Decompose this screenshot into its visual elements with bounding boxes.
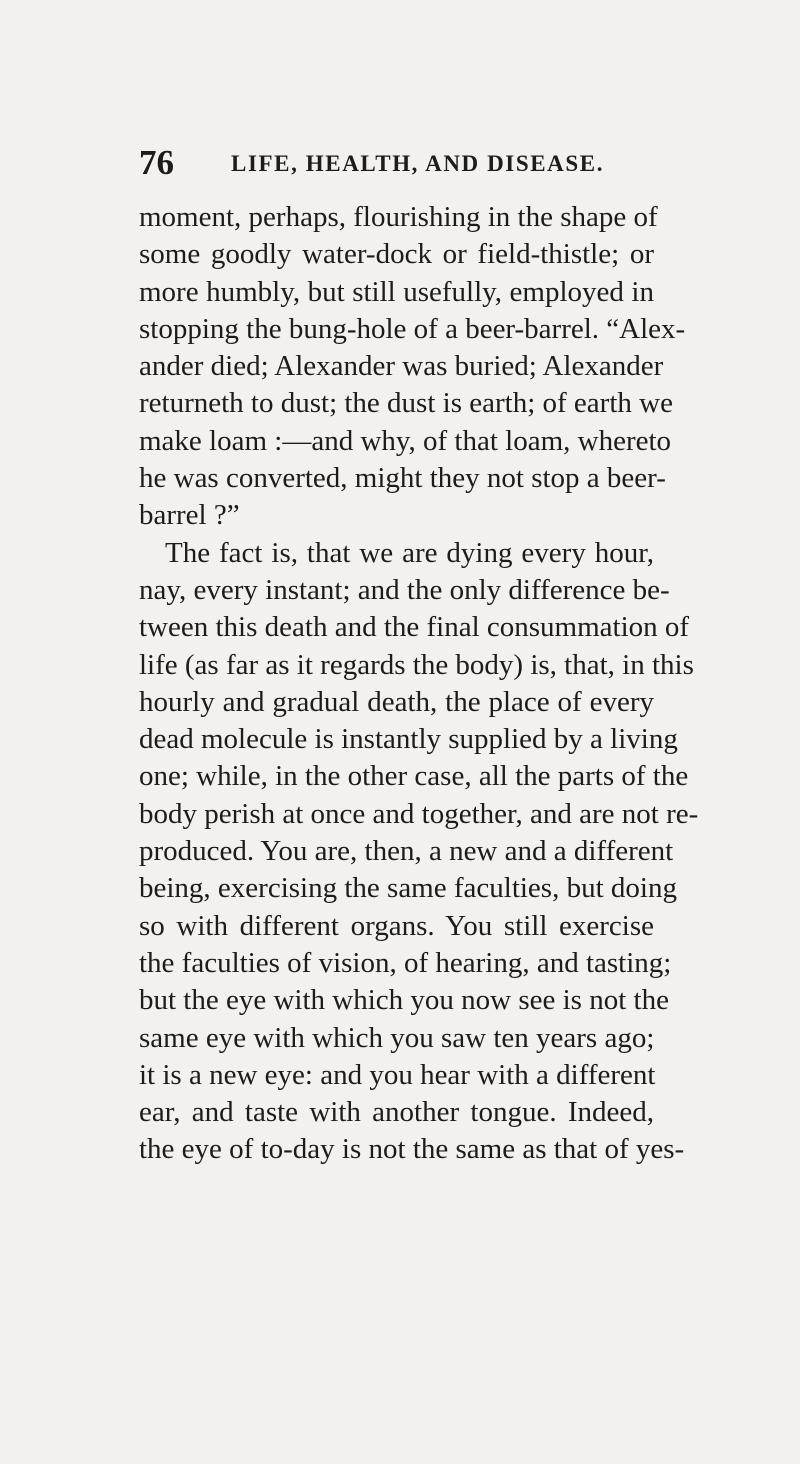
text-line: produced. You are, then, a new and a different <box>139 835 674 868</box>
text-line: being, exercising the same faculties, but doing <box>139 872 677 905</box>
text-line: nay, every instant; and the only difference be- <box>139 573 670 606</box>
text-line: make loam :—and why, of that loam, whereto <box>139 424 672 457</box>
text-line: The fact is, that we are dying every hour, <box>165 536 654 569</box>
body-text <box>139 199 699 1169</box>
text-line: body perish at once and together, and are not re- <box>139 797 699 830</box>
page-header <box>139 143 639 183</box>
text-line: so with different organs. You still exercise <box>139 909 654 942</box>
page-number: 76 <box>139 143 174 182</box>
text-line: ander died; Alexander was buried; Alexander <box>139 350 664 383</box>
text-line: returneth to dust; the dust is earth; of earth we <box>139 387 673 420</box>
text-line: hourly and gradual death, the place of every <box>139 685 654 718</box>
text-line: barrel ?” <box>139 499 240 532</box>
text-line: ear, and taste with another tongue. Indeed, <box>139 1096 654 1129</box>
text-line: dead molecule is instantly supplied by a living <box>139 723 678 756</box>
text-line: more humbly, but still usefully, employed in <box>139 275 654 308</box>
text-line: some goodly water-dock or field-thistle; or <box>139 238 654 271</box>
text-line: the faculties of vision, of hearing, and tasting; <box>139 946 672 979</box>
text-line: tween this death and the final consummation of <box>139 611 690 644</box>
text-line: he was converted, might they not stop a beer- <box>139 462 666 495</box>
text-line: but the eye with which you now see is not the <box>139 984 669 1017</box>
text-line: same eye with which you saw ten years ago; <box>139 1021 655 1054</box>
text-line: one; while, in the other case, all the parts of the <box>139 760 689 793</box>
running-head: LIFE, HEALTH, AND DISEASE. <box>231 151 605 176</box>
text-line: it is a new eye: and you hear with a different <box>139 1058 656 1091</box>
text-line: stopping the bung-hole of a beer-barrel. “Alex- <box>139 312 686 345</box>
text-line: the eye of to-day is not the same as that of yes- <box>139 1133 685 1166</box>
text-line: life (as far as it regards the body) is, that, in this <box>139 648 694 681</box>
text-line: moment, perhaps, flourishing in the shape of <box>139 201 658 233</box>
